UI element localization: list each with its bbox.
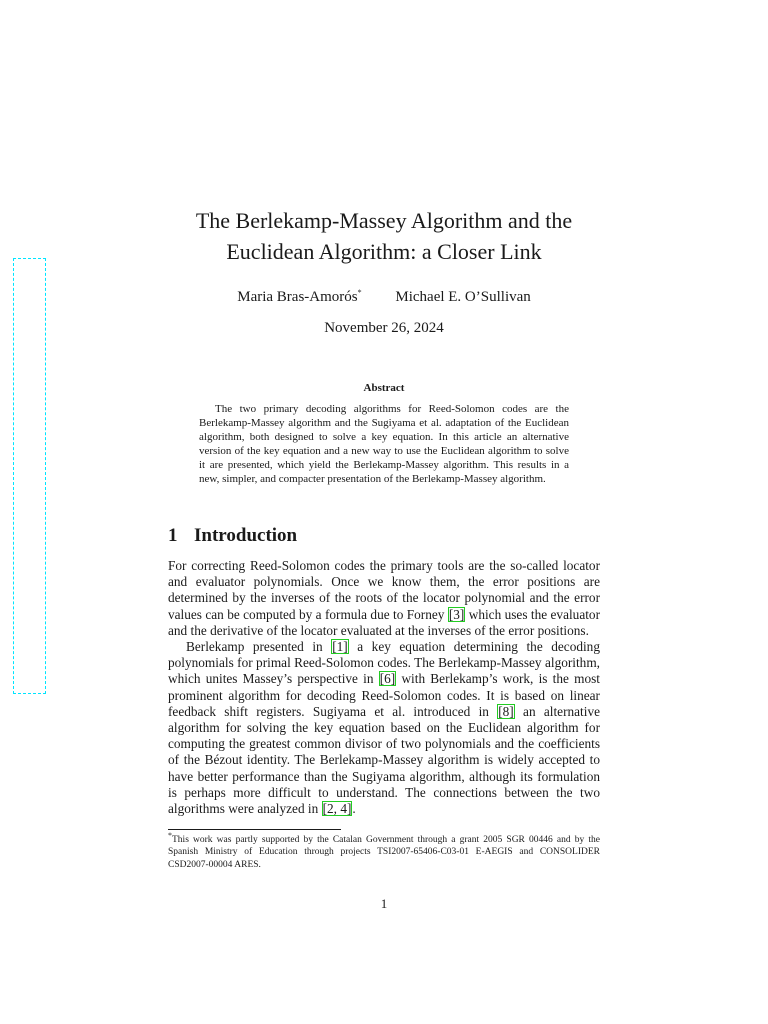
footnote	[168, 830, 600, 871]
introduction-body	[168, 558, 600, 817]
paragraph-1	[168, 558, 600, 639]
citation-link-2-4[interactable]: [2, 4]	[322, 801, 352, 817]
paper-date: November 26, 2024	[324, 320, 444, 336]
title-line-2: Euclidean Algorithm: a Closer Link	[226, 239, 542, 264]
paragraph-2-text-d: an alternative algorithm for solving the key equation based on the Euclidean algorithm for computing the greatest common divisor of two polynomials and the coefficients of the Bézout identity. The Berlekamp-Massey algorithm is widely accepted to have better performance than the Sugiyama algorithm, although its formulation is perhaps more difficult to understand. The connections between the two algorithms were analyzed in	[168, 703, 600, 817]
author-2-name: Michael E. O’Sullivan	[395, 289, 531, 305]
paper-title	[0, 205, 768, 267]
author-1	[237, 287, 361, 307]
citation-link-1[interactable]: [1]	[332, 639, 348, 655]
paragraph-2-text-a: Berlekamp presented in	[186, 639, 332, 655]
citation-link-3[interactable]: [3]	[448, 606, 465, 622]
author-2	[395, 287, 530, 307]
paragraph-1-text-b: which uses the evaluator and the derivative of the locator evaluated at the inverses of the error positions.	[168, 606, 600, 638]
citation-link-6[interactable]: [6]	[379, 671, 396, 687]
author-1-name: Maria Bras-Amorós	[237, 289, 358, 305]
footnote-mark: *	[168, 830, 172, 840]
section-title: Introduction	[194, 525, 298, 546]
paragraph-2-text-e: .	[352, 801, 356, 817]
abstract-text: The two primary decoding algorithms for Reed-Solomon codes are the Berlekamp-Massey algorithm and the Sugiyama et al. adaptation of the Euclidean algorithm, both designed to solve a key equation. In this article an alternative version of the key equation and a new way to use the Euclidean algorithm to solve it are presented, which yield the Berlekamp-Massey algorithm. This results in a new, simpler, and compacter presentation of the Berlekamp-Massey algorithm.	[199, 403, 569, 486]
footnote-text: This work was partly supported by the Catalan Government through a grant 2005 SGR 00446 and by the Spanish Ministry of Education through projects TSI2007-65406-C03-01 E-AEGIS and CONSOLIDER CSD2007-00004 ARES.	[168, 835, 600, 870]
citation-link-8[interactable]: [8]	[498, 703, 514, 719]
author-list	[0, 287, 768, 307]
paragraph-2-text-b: a key equation determining the decoding polynomials for primal Reed-Solomon codes. The Berlekamp-Massey algorithm, which unites Massey’s perspective in	[168, 639, 600, 687]
paragraph-1-text-a: For correcting Reed-Solomon codes the primary tools are the so-called locator and evaluator polynomials. Once we know them, the error positions are determined by the inverses of the roots of the locator polynomial and the error values can be computed by a formula due to Forney	[168, 558, 600, 622]
section-number: 1	[168, 525, 178, 546]
paragraph-2	[168, 639, 600, 817]
section-heading	[168, 524, 297, 548]
page-number: 1	[380, 896, 388, 911]
paragraph-2-text-c: with Berlekamp’s work, is the most prominent algorithm for decoding Reed-Solomon codes. It is based on linear feedback shift registers. Sugiyama et al. introduced in	[168, 671, 600, 719]
footnote-divider	[168, 829, 341, 830]
author-1-footnote-mark: *	[357, 288, 362, 297]
title-line-1: The Berlekamp-Massey Algorithm and the	[195, 208, 573, 233]
abstract-heading: Abstract	[363, 382, 405, 394]
